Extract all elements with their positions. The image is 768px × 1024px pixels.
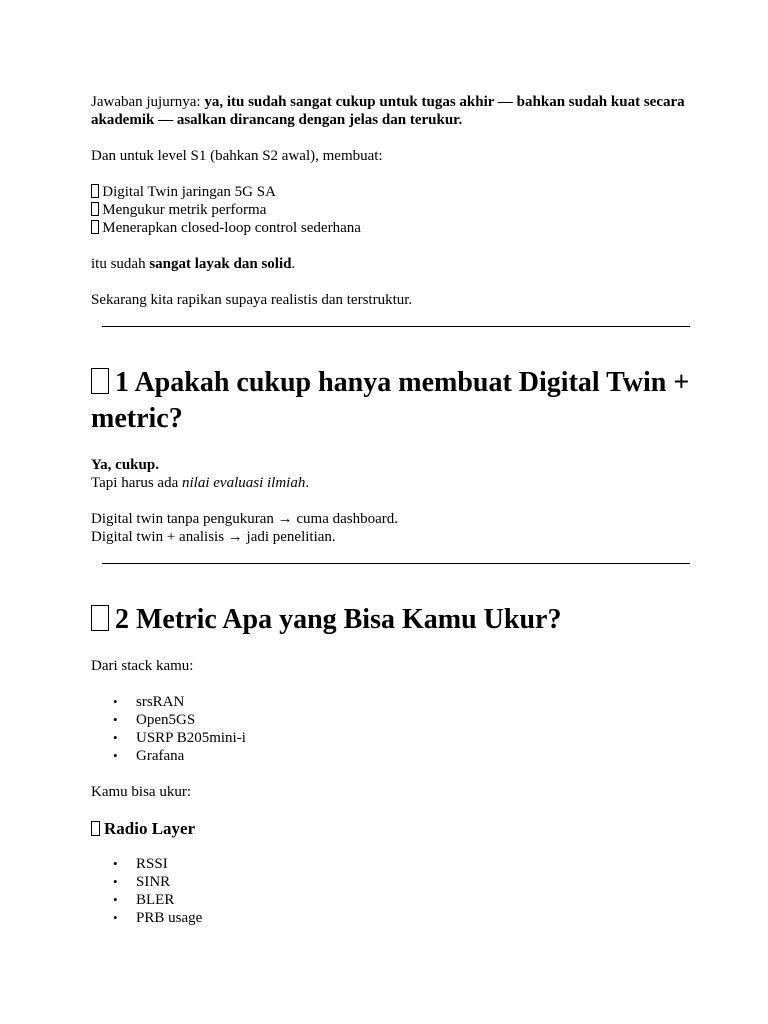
verdict-suffix: . bbox=[291, 256, 296, 272]
list-item: • USRP B205mini-i bbox=[91, 729, 691, 747]
section1-note-suffix: . bbox=[305, 475, 310, 491]
checkmark-icon bbox=[91, 184, 99, 198]
verdict-bold: sangat layak dan solid bbox=[149, 256, 292, 272]
section1-note-prefix: Tapi harus ada bbox=[91, 475, 182, 491]
section1-note-italic: nilai evaluasi ilmiah bbox=[182, 475, 306, 491]
intro-answer-prefix: Jawaban jujurnya: bbox=[91, 94, 205, 110]
intro-level-line: Dan untuk level S1 (bahkan S2 awal), membuat: bbox=[91, 148, 383, 164]
check-list bbox=[91, 183, 691, 237]
check-item bbox=[91, 201, 691, 219]
list-item: • PRB usage bbox=[91, 909, 691, 927]
checkmark-icon bbox=[91, 220, 99, 234]
stack-intro: Dari stack kamu: bbox=[91, 658, 194, 674]
section1-line-a: Digital twin tanpa pengukuran → cuma dashboard. bbox=[91, 511, 399, 527]
intro-answer-bold: ya, itu sudah sangat cukup untuk tugas akhir — bahkan sudah kuat secara akademik — asalkan dirancang dengan jelas dan terukur bbox=[91, 94, 685, 128]
radio-layer-heading-text: Radio Layer bbox=[104, 819, 196, 838]
stack-list bbox=[91, 693, 691, 765]
list-item: • srsRAN bbox=[91, 693, 691, 711]
number-emoji-icon bbox=[91, 605, 109, 631]
verdict-line bbox=[91, 255, 691, 273]
section1-heading-text: 1 Apakah cukup hanya membuat Digital Twin + metric? bbox=[91, 367, 690, 434]
number-emoji-icon bbox=[91, 368, 109, 394]
list-item: • Grafana bbox=[91, 747, 691, 765]
section1-answer bbox=[91, 456, 691, 474]
check-item-label: Digital Twin jaringan 5G SA bbox=[102, 184, 276, 200]
list-item: • SINR bbox=[91, 873, 691, 891]
section1-line-b: Digital twin + analisis → jadi penelitian. bbox=[91, 529, 336, 545]
intro-answer-suffix: . bbox=[458, 112, 463, 128]
section2-heading bbox=[91, 602, 691, 638]
list-item: • BLER bbox=[91, 891, 691, 909]
check-item bbox=[91, 183, 691, 201]
checkmark-icon bbox=[91, 202, 99, 216]
section1-note bbox=[91, 474, 691, 492]
section1-heading bbox=[91, 365, 691, 437]
verdict-prefix: itu sudah bbox=[91, 256, 150, 272]
check-item-label: Mengukur metrik performa bbox=[102, 202, 267, 218]
list-item: • RSSI bbox=[91, 855, 691, 873]
section1-answer-bold: Ya, cukup. bbox=[91, 457, 159, 473]
document-body bbox=[91, 93, 691, 927]
intro-answer bbox=[91, 93, 691, 129]
section2-heading-text: 2 Metric Apa yang Bisa Kamu Ukur? bbox=[115, 604, 562, 635]
list-item: • Open5GS bbox=[91, 711, 691, 729]
measure-intro: Kamu bisa ukur: bbox=[91, 784, 191, 800]
radio-layer-heading bbox=[91, 819, 691, 839]
antenna-emoji-icon bbox=[91, 821, 100, 836]
check-item-label: Menerapkan closed-loop control sederhana bbox=[102, 220, 361, 236]
check-item bbox=[91, 219, 691, 237]
structure-line: Sekarang kita rapikan supaya realistis dan terstruktur. bbox=[91, 292, 413, 308]
radio-metrics-list bbox=[91, 855, 691, 927]
